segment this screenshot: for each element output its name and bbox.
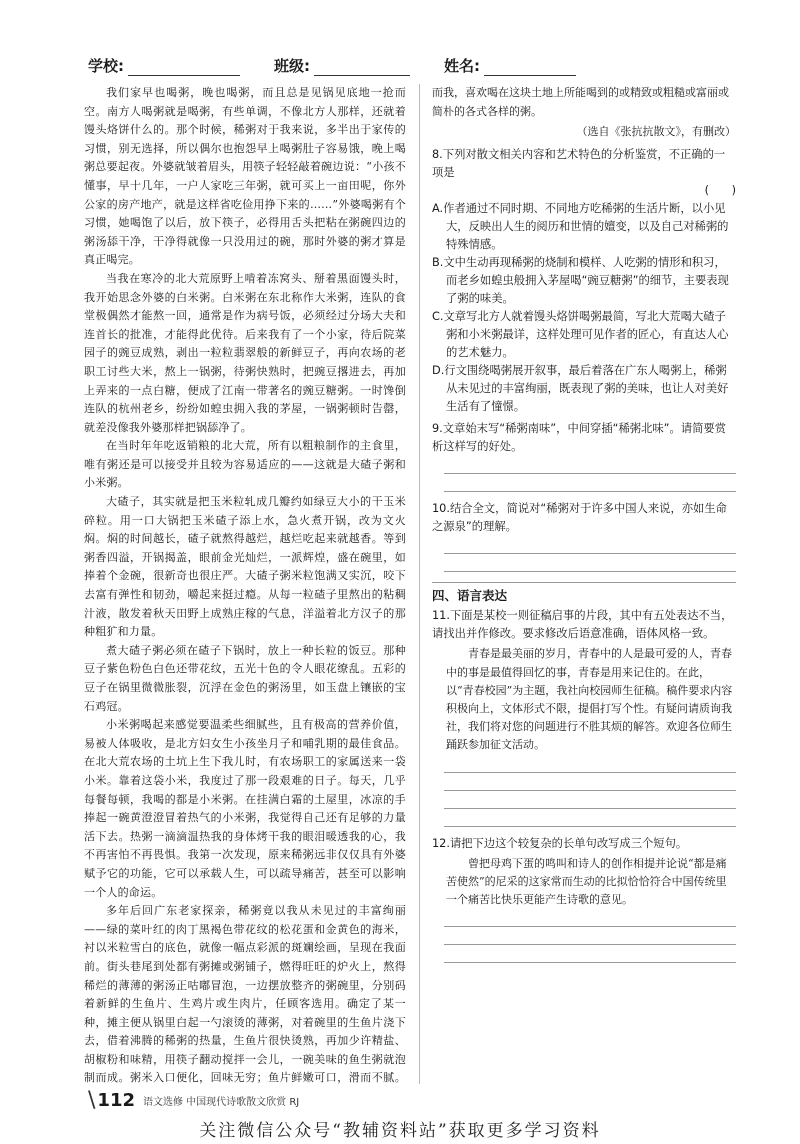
question-8 bbox=[432, 146, 736, 416]
article-paragraph: 小米粥喝起来感觉要温柔些细腻些，且有极高的营养价值，易被人体吸收，是北方妇女生小孩坐月子和哺乳期的最佳食品。在北大荒农场的土坑上生下我儿时，有农场职工的家属送来一袋小米。靠着这袋小米，我度过了那一段艰难的日子。每天，几乎每餐每顿，我喝的都是小米粥。在挂满白霜的土屋里，冰凉的手捧起一碗黄澄澄冒着热气的小米粥，我觉得自己还有足够的力量活下去。热粥一滴滴温热我的身体烤干我的眼泪暖透我的心，我不再害怕不再畏惧。我第一次发现，原来稀粥远非仅仅具有外婆赋予它的功能，它可以承载人生，可以疏导痛苦，甚至可以影响一个人的命运。 bbox=[84, 718, 406, 899]
page-number: 112 bbox=[97, 1090, 135, 1111]
article-source: （选自《张抗抗散文》，有删改） bbox=[576, 125, 736, 139]
answer-line[interactable] bbox=[444, 809, 736, 827]
question-11-passage: 青春是最美丽的岁月，青春中的人是最可爱的人，青春中的事是最值得回忆的事，青春是用来记住的。在此，以“青春校园”为主题，我社向校园师生征稿。稿件要求内容积极向上，文体形式不限，提倡打写个性。有疑问请质询我社，我们将对您的问题进行不胜其烦的解答。欢迎各位师生踊跃参加征文活动。 bbox=[446, 647, 733, 752]
question-8-answer-blank[interactable]: ( ) bbox=[704, 183, 736, 197]
article-paragraph: 在当时年年吃返销粮的北大荒，所有以粗粮制作的主食里，唯有粥还是可以接受并且较为容易适应的——这就是大碴子粥和小米粥。 bbox=[84, 439, 406, 490]
article-paragraph: 我们家早也喝粥，晚也喝粥，而且总是见锅见底地一抢而空。南方人喝粥就是喝粥，有些单调，不像北方人那样，还就着馒头烙饼什么的。那个时候，稀粥对于我来说，多半出于家传的习惯，别无选择，所以偶尔也抱怨早上喝粥肚子容易饿，晚上喝粥总要起夜。外婆就皱着眉头，用筷子轻轻敲着碗边说：“小孩不懂事，早十几年，一户人家吃三年粥，就可买上一亩田呢，你外公家的房产地产，就是这样省吃俭用挣下来的……”外婆喝粥有个习惯，她喝饱了以后，放下筷子，必得用舌头把粘在粥碗四边的粥汤舔干净，干净得就像一只没用过的碗，那时外婆的粥才算是真正喝完。 bbox=[84, 86, 406, 267]
option-b: B.文中生动再现稀粥的烧制和模样、人吃粥的情形和积习，而老乡如蝗虫般拥入茅屋喝“豌豆糖粥”的细节，主要表现了粥的味美。 bbox=[432, 255, 729, 305]
question-10 bbox=[432, 500, 736, 572]
footer-slash-icon: \ bbox=[88, 1088, 96, 1113]
article-paragraph: 煮大碴子粥必须在碴子下锅时，放上一种长粒的饭豆。那种豆子紫色粉色白色还带花纹，五光十色的令人眼花缭乱。五彩的豆子在锅里微微胀裂，沉浮在金色的粥汤里，如玉盘上镶嵌的宝石鸡冠。 bbox=[84, 643, 406, 713]
question-8-stem: 8.下列对散文相关内容和艺术特色的分析鉴赏，不正确的一项是 bbox=[432, 147, 726, 179]
name-blank-line[interactable] bbox=[484, 57, 576, 76]
questions-right-column bbox=[432, 84, 736, 1084]
article-paragraph: 当我在寒冷的北大荒原野上啃着冻窝头、掰着黑面馒头时，我开始思念外婆的白米粥。白米粥在东北称作大米粥，连队的食堂极偶然才能熬一回，通常是作为病号饭，必须经过分场大夫和连首长的批准，才能得此优待。后来我有了一个小家，待后院菜园子的豌豆成熟，剥出一粒粒翡翠般的新鲜豆子，再向农场的老职工讨些大米，熬上一锅粥，待粥快熟时，把豌豆撂进去，再加上弄来的一点白糖，便成了江南一带著名的豌豆糖粥。一时馋倒连队的杭州老乡，纷纷如蝗虫拥入我的茅屋，一锅粥顿时告罄，就差没像我外婆那样把锅舔净了。 bbox=[84, 271, 406, 434]
class-label: 班级: bbox=[274, 57, 310, 75]
answer-line[interactable] bbox=[444, 554, 736, 572]
answer-line[interactable] bbox=[444, 474, 736, 492]
answer-line[interactable] bbox=[444, 536, 736, 554]
answer-line[interactable] bbox=[444, 456, 736, 474]
option-c: C.文章写北方人就着馒头烙饼喝粥最简，写北大荒喝大碴子粥和小米粥最详，这样处理可见作者的匠心，有直达人心的艺术魅力。 bbox=[432, 309, 729, 359]
answer-line[interactable] bbox=[444, 945, 736, 963]
book-title: 语文选修 中国现代诗歌散文欣赏 RJ bbox=[143, 1097, 300, 1108]
student-info-header bbox=[88, 52, 728, 76]
watermark-text: 关注微信公众号“教辅资料站”获取更多学习资料 bbox=[199, 1121, 601, 1141]
answer-line[interactable] bbox=[444, 927, 736, 945]
name-field[interactable] bbox=[444, 55, 576, 76]
option-d: D.行文围绕喝粥展开叙事，最后着落在广东人喝粥上，稀粥从未见过的丰富绚丽，既表现了粥的美味，也让人对美好生活有了憧憬。 bbox=[432, 363, 729, 413]
class-field[interactable] bbox=[274, 55, 410, 76]
school-field[interactable] bbox=[88, 55, 240, 76]
page-body bbox=[84, 84, 736, 1084]
school-label: 学校: bbox=[88, 57, 124, 75]
question-9-stem: 9.文章始末写“稀粥南味”，中间穿插“稀粥北味”。请简要赏析这样写的好处。 bbox=[432, 421, 727, 453]
article-paragraph: 大碴子，其实就是把玉米粒轧成几瓣约如绿豆大小的干玉米碎粒。用一口大锅把玉米碴子添上水，急火煮开锅，改为文火焖。焖的时间越长，碴子就熬得越烂，越烂吃起来就越香。等到粥香四溢，开锅揭盖，眼前金光灿烂，一派辉煌，盛在碗里，如捧着个金碗，很新奇也很庄严。大碴子粥米粒饱满又实沉，咬下去富有弹性和韧劲，嚼起来挺过瘾。从每一粒碴子里熬出的粘稠汁液，散发着秋天田野上成熟庄稼的气息，洋溢着北方汉子的那种粗犷和力量。 bbox=[84, 495, 406, 639]
section-heading: 四、语言表达 bbox=[432, 582, 736, 606]
class-blank-line[interactable] bbox=[314, 57, 410, 76]
school-blank-line[interactable] bbox=[128, 57, 240, 76]
question-12-stem: 12.请把下边这个较复杂的长单句改写成三个短句。 bbox=[432, 836, 688, 850]
question-12-passage: 曾把母鸡下蛋的鸣叫和诗人的创作相提并论说“都是痛苦使然”的尼采的这家常而生动的比拟恰恰符合中国传统里一个痛苦比快乐更能产生诗歌的意见。 bbox=[446, 856, 727, 906]
article-paragraph-final: 而我，喜欢喝在这块土地上所能喝到的或精致或粗糙或富丽或简朴的各式各样的粥。 bbox=[432, 86, 729, 118]
article-paragraph: 多年后回广东老家探亲，稀粥竟以我从未见过的丰富绚丽——绿的菜叶红的肉丁黑褐色带花纹的松花蛋和金黄色的海米，衬以米粒雪白的底色，就像一幅点彩派的斑斓绘画，呈现在我面前。街头巷尾到处都有粥摊或粥铺子，燃得旺旺的炉火上，熬得稀烂的薄薄的粥汤正咕嘟冒泡，一边摆放整齐的粥碗里，分别码着新鲜的生鱼片、生鸡片或生肉片，任顾客选用。确定了某一种，摊主便从锅里白起一勺滚烫的薄粥，对着碗里的生鱼片浇下去，借着沸腾的稀粥的热量，生鱼片很快烫熟，再加少许精盐、胡椒粉和味精，用筷子翻动搅拌一会儿，一碗美味的鱼生粥就泡制而成。粥米入口便化，回味无穷；鱼片鲜嫩可口，滑而不腻。 bbox=[84, 904, 406, 1084]
answer-line[interactable] bbox=[444, 791, 736, 809]
question-11-stem: 11.下面是某校一则征稿启事的片段，其中有五处表达不当，请找出并作修改。要求修改后语意准确，语体风格一致。 bbox=[432, 609, 733, 641]
question-11 bbox=[432, 607, 736, 826]
name-label: 姓名: bbox=[444, 57, 480, 75]
article-left-column bbox=[84, 84, 406, 1084]
question-9 bbox=[432, 420, 736, 492]
page-footer bbox=[88, 1088, 299, 1113]
question-12 bbox=[432, 835, 736, 964]
answer-line[interactable] bbox=[444, 909, 736, 927]
column-divider bbox=[419, 84, 420, 1084]
answer-line[interactable] bbox=[444, 755, 736, 773]
question-10-stem: 10.结合全文，简说对“稀粥对于许多中国人来说，亦如生命之源泉”的理解。 bbox=[432, 501, 727, 533]
answer-line[interactable] bbox=[444, 773, 736, 791]
option-a: A.作者通过不同时期、不同地方吃稀粥的生活片断，以小见大，反映出人生的阅历和世情的嬗变，以及自己对稀粥的特殊情感。 bbox=[432, 201, 729, 251]
